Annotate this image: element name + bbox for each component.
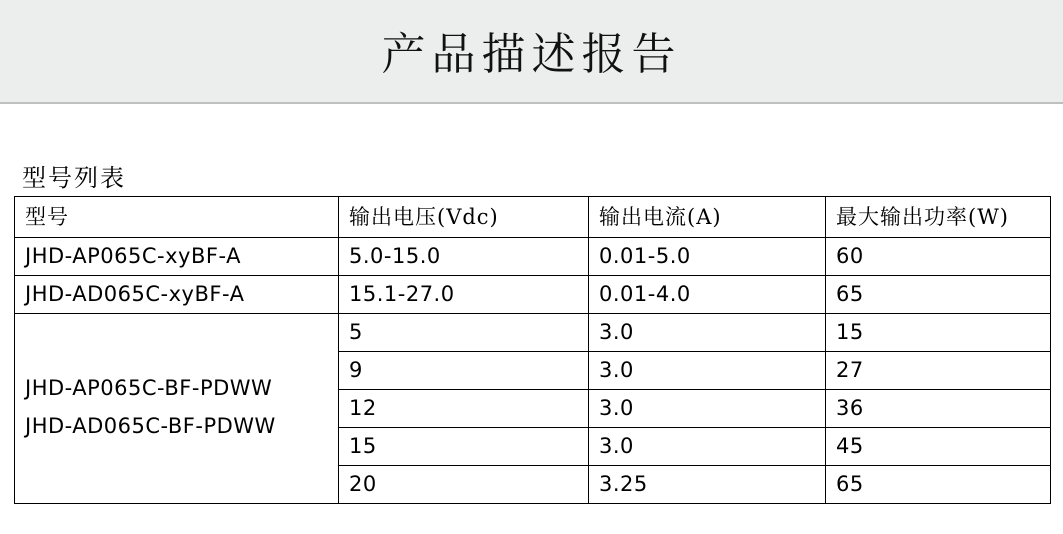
cell-power: 65: [826, 276, 1051, 314]
table-row: [15, 276, 1051, 314]
table-row: [15, 238, 1051, 276]
cell-current: 0.01-4.0: [589, 276, 826, 314]
section-heading: 型号列表: [22, 164, 126, 192]
cell-voltage: 20: [339, 466, 589, 504]
cell-model: JHD-AD065C-xyBF-A: [15, 276, 339, 314]
title-banner: [0, 0, 1063, 104]
cell-model-group: [15, 314, 339, 504]
group-model-line-1: JHD-AP065C-BF-PDWW: [25, 375, 273, 400]
cell-voltage: 15.1-27.0: [339, 276, 589, 314]
cell-model: JHD-AP065C-xyBF-A: [15, 238, 339, 276]
cell-voltage: 12: [339, 390, 589, 428]
cell-power: 27: [826, 352, 1051, 390]
cell-voltage: 9: [339, 352, 589, 390]
column-header-current: 输出电流(A): [589, 197, 826, 238]
column-header-model: 型号: [15, 197, 339, 238]
cell-current: 3.0: [589, 428, 826, 466]
cell-current: 0.01-5.0: [589, 238, 826, 276]
cell-power: 36: [826, 390, 1051, 428]
cell-power: 15: [826, 314, 1051, 352]
column-header-power: 最大输出功率(W): [826, 197, 1051, 238]
model-list-table: [14, 196, 1051, 504]
cell-current: 3.0: [589, 314, 826, 352]
column-header-voltage: 输出电压(Vdc): [339, 197, 589, 238]
cell-current: 3.0: [589, 352, 826, 390]
cell-voltage: 5.0-15.0: [339, 238, 589, 276]
cell-power: 60: [826, 238, 1051, 276]
cell-voltage: 15: [339, 428, 589, 466]
cell-voltage: 5: [339, 314, 589, 352]
table-row: [15, 314, 1051, 352]
cell-current: 3.25: [589, 466, 826, 504]
group-model-line-2: JHD-AD065C-BF-PDWW: [25, 413, 276, 438]
cell-power: 45: [826, 428, 1051, 466]
cell-current: 3.0: [589, 390, 826, 428]
table-header-row: [15, 197, 1051, 238]
cell-power: 65: [826, 466, 1051, 504]
page-title: 产品描述报告: [381, 29, 682, 80]
